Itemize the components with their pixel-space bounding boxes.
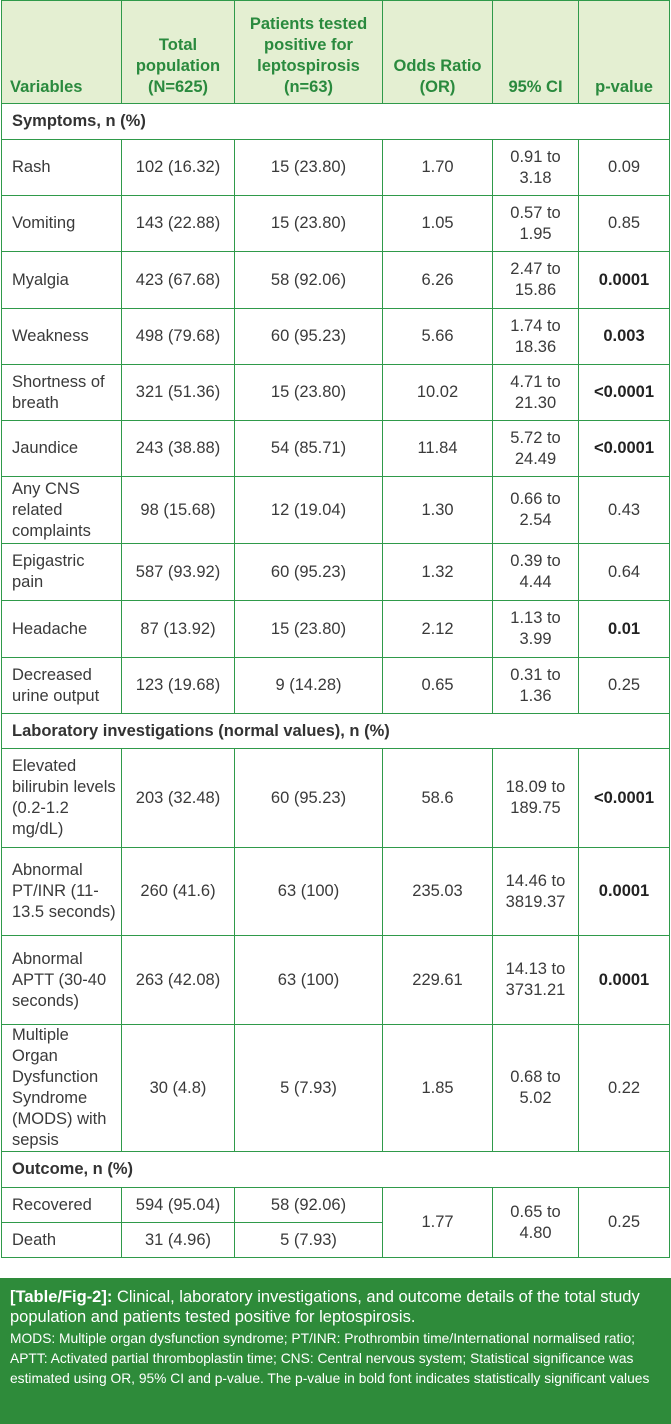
data-table — [1, 0, 670, 1258]
cell-total: 30 (4.8) — [122, 1025, 235, 1152]
cell-p: 0.0001 — [579, 848, 670, 936]
cell-ci: 14.13 to 3731.21 — [493, 936, 579, 1025]
cell-ci: 2.47 to 15.86 — [493, 252, 579, 309]
cell-total: 587 (93.92) — [122, 544, 235, 601]
cell-p: <0.0001 — [579, 365, 670, 421]
cell-p: <0.0001 — [579, 421, 670, 477]
cell-positive: 58 (92.06) — [235, 252, 383, 309]
cell-total: 263 (42.08) — [122, 936, 235, 1025]
cell-positive: 63 (100) — [235, 848, 383, 936]
cell-variable: Any CNS related complaints — [2, 477, 122, 544]
cell-or: 11.84 — [383, 421, 493, 477]
cell-or: 1.70 — [383, 140, 493, 196]
cell-positive: 15 (23.80) — [235, 140, 383, 196]
table-row — [2, 1025, 670, 1152]
cell-p: 0.003 — [579, 309, 670, 365]
cell-positive: 60 (95.23) — [235, 309, 383, 365]
table-row — [2, 421, 670, 477]
cell-positive: 60 (95.23) — [235, 749, 383, 848]
table-row — [2, 936, 670, 1025]
cell-or: 1.05 — [383, 196, 493, 252]
cell-total: 203 (32.48) — [122, 749, 235, 848]
table-row — [2, 658, 670, 714]
cell-or: 5.66 — [383, 309, 493, 365]
header-p: p-value — [579, 1, 670, 104]
cell-ci: 0.66 to 2.54 — [493, 477, 579, 544]
cell-ci: 0.65 to 4.80 — [493, 1188, 579, 1258]
cell-or: 6.26 — [383, 252, 493, 309]
cell-positive: 60 (95.23) — [235, 544, 383, 601]
cell-variable: Jaundice — [2, 421, 122, 477]
cell-ci: 0.31 to 1.36 — [493, 658, 579, 714]
cell-positive: 5 (7.93) — [235, 1025, 383, 1152]
cell-p: <0.0001 — [579, 749, 670, 848]
cell-total: 321 (51.36) — [122, 365, 235, 421]
cell-p: 0.43 — [579, 477, 670, 544]
cell-positive: 58 (92.06) — [235, 1188, 383, 1223]
cell-variable: Decreased urine output — [2, 658, 122, 714]
table-row — [2, 140, 670, 196]
cell-p: 0.25 — [579, 658, 670, 714]
table-row — [2, 252, 670, 309]
cell-p: 0.85 — [579, 196, 670, 252]
cell-p: 0.0001 — [579, 936, 670, 1025]
cell-variable: Abnormal PT/INR (11-13.5 seconds) — [2, 848, 122, 936]
cell-ci: 0.57 to 1.95 — [493, 196, 579, 252]
table-row — [2, 601, 670, 658]
header-variables: Variables — [2, 1, 122, 104]
caption-note: MODS: Multiple organ dysfunction syndrome; PT/INR: Prothrombin time/International normalised ratio; APTT: Activated partial thromboplastin time; CNS: Central nervous system; Statistical significance was estimated using OR, 95% CI and p-value. The p-value in bold font indicates statistically significant values — [10, 1331, 650, 1386]
cell-variable: Rash — [2, 140, 122, 196]
cell-positive: 9 (14.28) — [235, 658, 383, 714]
cell-p: 0.22 — [579, 1025, 670, 1152]
cell-variable: Death — [2, 1223, 122, 1258]
caption-text: Clinical, laboratory investigations, and outcome details of the total study population and patients tested positive for leptospirosis. — [10, 1288, 640, 1326]
cell-or: 1.77 — [383, 1188, 493, 1258]
header-ci: 95% CI — [493, 1, 579, 104]
cell-ci: 18.09 to 189.75 — [493, 749, 579, 848]
cell-positive: 15 (23.80) — [235, 365, 383, 421]
cell-ci: 0.68 to 5.02 — [493, 1025, 579, 1152]
cell-ci: 0.39 to 4.44 — [493, 544, 579, 601]
table-row — [2, 848, 670, 936]
cell-variable: Myalgia — [2, 252, 122, 309]
lab-rows — [2, 749, 670, 1152]
cell-ci: 1.13 to 3.99 — [493, 601, 579, 658]
cell-or: 0.65 — [383, 658, 493, 714]
cell-p: 0.09 — [579, 140, 670, 196]
cell-positive: 54 (85.71) — [235, 421, 383, 477]
cell-positive: 12 (19.04) — [235, 477, 383, 544]
cell-variable: Multiple Organ Dysfunction Syndrome (MODS) with sepsis — [2, 1025, 122, 1152]
section-lab: Laboratory investigations (normal values), n (%) — [2, 714, 670, 749]
cell-or: 1.30 — [383, 477, 493, 544]
cell-variable: Weakness — [2, 309, 122, 365]
cell-p: 0.01 — [579, 601, 670, 658]
cell-ci: 14.46 to 3819.37 — [493, 848, 579, 936]
cell-p: 0.64 — [579, 544, 670, 601]
cell-total: 31 (4.96) — [122, 1223, 235, 1258]
cell-positive: 15 (23.80) — [235, 601, 383, 658]
cell-p: 0.0001 — [579, 252, 670, 309]
cell-positive: 63 (100) — [235, 936, 383, 1025]
cell-total: 123 (19.68) — [122, 658, 235, 714]
cell-ci: 5.72 to 24.49 — [493, 421, 579, 477]
table-row — [2, 196, 670, 252]
cell-or: 58.6 — [383, 749, 493, 848]
cell-total: 143 (22.88) — [122, 196, 235, 252]
header-total: Total population (N=625) — [122, 1, 235, 104]
cell-total: 102 (16.32) — [122, 140, 235, 196]
cell-total: 594 (95.04) — [122, 1188, 235, 1223]
caption-main — [10, 1287, 661, 1327]
table-caption — [0, 1278, 671, 1424]
cell-variable: Vomiting — [2, 196, 122, 252]
cell-p: 0.25 — [579, 1188, 670, 1258]
cell-variable: Shortness of breath — [2, 365, 122, 421]
section-symptoms: Symptoms, n (%) — [2, 104, 670, 140]
cell-ci: 4.71 to 21.30 — [493, 365, 579, 421]
symptoms-rows — [2, 140, 670, 714]
table-row — [2, 544, 670, 601]
cell-or: 10.02 — [383, 365, 493, 421]
cell-variable: Recovered — [2, 1188, 122, 1223]
cell-positive: 5 (7.93) — [235, 1223, 383, 1258]
cell-variable: Epigastric pain — [2, 544, 122, 601]
header-positive: Patients tested positive for leptospirosis (n=63) — [235, 1, 383, 104]
table-row — [2, 749, 670, 848]
table-row — [2, 477, 670, 544]
cell-or: 229.61 — [383, 936, 493, 1025]
cell-or: 235.03 — [383, 848, 493, 936]
cell-total: 498 (79.68) — [122, 309, 235, 365]
cell-total: 423 (67.68) — [122, 252, 235, 309]
table-row — [2, 365, 670, 421]
section-outcome: Outcome, n (%) — [2, 1152, 670, 1188]
cell-positive: 15 (23.80) — [235, 196, 383, 252]
cell-ci: 0.91 to 3.18 — [493, 140, 579, 196]
caption-label: [Table/Fig-2]: — [10, 1288, 113, 1306]
table-row — [2, 309, 670, 365]
cell-ci: 1.74 to 18.36 — [493, 309, 579, 365]
cell-or: 1.85 — [383, 1025, 493, 1152]
cell-variable: Elevated bilirubin levels (0.2-1.2 mg/dL) — [2, 749, 122, 848]
table-row — [2, 1188, 670, 1223]
cell-or: 2.12 — [383, 601, 493, 658]
cell-or: 1.32 — [383, 544, 493, 601]
cell-total: 87 (13.92) — [122, 601, 235, 658]
cell-variable: Abnormal APTT (30-40 seconds) — [2, 936, 122, 1025]
header-or: Odds Ratio (OR) — [383, 1, 493, 104]
cell-total: 98 (15.68) — [122, 477, 235, 544]
cell-total: 260 (41.6) — [122, 848, 235, 936]
cell-total: 243 (38.88) — [122, 421, 235, 477]
cell-variable: Headache — [2, 601, 122, 658]
